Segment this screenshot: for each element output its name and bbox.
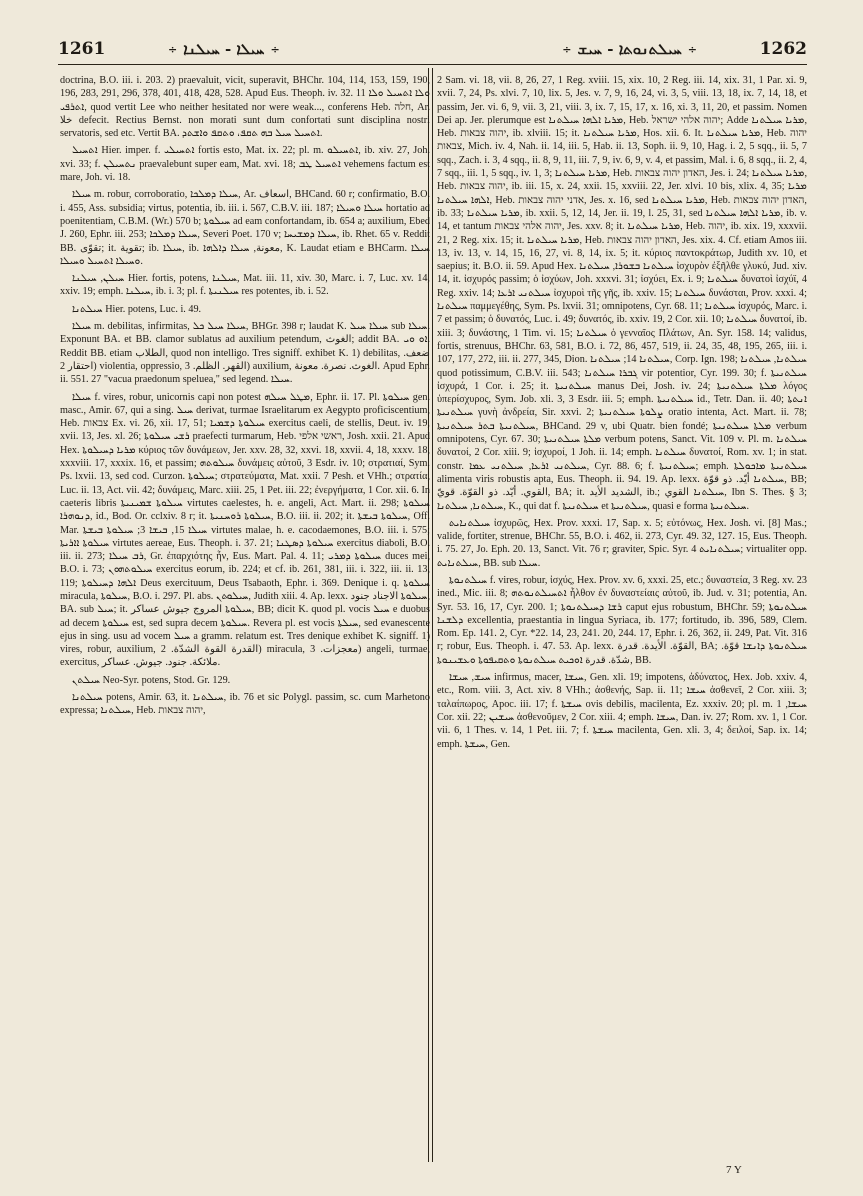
header-right-title-group xyxy=(562,40,697,58)
dictionary-entry: doctrina, B.O. iii. i. 203. 2) praevaluit, vicit, superavit, BHChr. 104, 114, 153, 159, 190, 196, 283, 291, 296, 378, 401, 418, 428, 528. Apud Eus. Theoph. iv. 32. 11 ܘܠܐ ܐܬܚܝܠ ܘܠܐ ܐܬܪܦܝ, quod vertit Lee who neither hesitated nor were weak..., conferens Heb. חלה, Ar. خلا defecit. Rectius Bernst. non morati sunt dum confortati sunt disciplina nostri servatoris, sed etc. Vertit BA. ܐܬܚܝܠ ܚܝܠ ܒܗ ܬܩܦ، ܘܬܩܦ ܘܐܫܬܕ. xyxy=(60,75,430,140)
dictionary-entry: ܚܝܠܬܢܐܝܬ ἰσχυρῶς, Hex. Prov. xxxi. 17, Sap. x. 5; εὐτόνως, Hex. Josh. vi. [8] Mas.; valide, fortiter, strenue, BHChr. 55, B.O. i. 462, ii. 273, Cyr. 49. 32, 127. 15, Eus. Theoph. i. 75. 27, Jo. Eph. 20. 13, Sanct. Vit. 76 r; graviter, Spic. Syr. ܚܝܠܬܢܐܝܬ 4; virtualiter opp. ܚܝܠܬܢܐܝܬ, BB. sub ܚܝܠܐ. xyxy=(437,517,807,569)
dictionary-entry: ܚܝܠܬܢܐ Hier. potens, Luc. i. 49. xyxy=(72,303,202,315)
ornament-icon: ÷ xyxy=(687,42,697,56)
ornament-icon: ÷ xyxy=(562,42,572,56)
header-rule xyxy=(58,64,807,65)
left-column xyxy=(60,74,430,1160)
ornament-icon: ÷ xyxy=(270,42,280,56)
dictionary-entry: 2 Sam. vi. 18, vii. 8, 26, 27, 1 Reg. xviii. 15, xix. 10, 2 Reg. iii. 14, xix. 31, 1 Par. xi. 9, xvii. 7, 24, Ps. xlvi. 7, 10, lix. 5, Jes. v. 7, 9, 16, 24, vi. 3, 5, viii. 13, 18, ix. 7, 14, 18, et passim, Jer. vi. 6, 9, vii. 3, 21, viii. 3, ix. 7, 15, 17, x. 16, xi. 3, 11, 20, et passim. Nomen Dei ap. Jer. plerumque est ܡܪܝܐ ܐܠܗܐ ܚܝܠܬܢܐ, Heb. יהוה אלהי ישראל; Adde ܡܪܝܐ ܚܝܠܬܢܐ, Heb. יהוה צבאות, ib. xlviii. 15; it. ܡܪܝܐ ܚܝܠܬܢܐ, Hos. xii. 6. It. ܡܪܝܐ ܚܝܠܬܢܐ, Heb. יהוה צבאות, Mich. iv. 4, Nah. ii. 14, iii. 5, Hab. ii. 13, Soph. ii. 9, 10, Hag. i. 2, 5 sqq., ii. 5, 7 sqq., Zach. i. 3, 4 sqq., ii. 8, 9, 11, iii. 7, 9, iv. 6, 9, v. 4, et passim, Mal. i. 6, 8 sqq., ii. 2, 4, 7 sqq., iii. 1, 5 sqq., iv. 1, 3; ܡܪܝܐ ܚܝܠܬܢܐ, Heb. האדון יהוה צבאות, Jes. i. 24; ܡܪܝܐ ܚܝܠܬܢܐ, Heb. יהוה צבאות, ib. iii. 15, x. 24, xxii. 15, xxviii. 22, Jer. xlvi. 10 bis, xlix. 4, 35; ܡܪܝܐ ܐܠܗܐ ܚܝܠܬܢܐ, Heb. אדני יהוה צבאות, Jes. x. 16, sed ܡܪܝܐ ܚܝܠܬܢܐ, Heb. האדון יהוה צבאות, ib. 33; ܡܪܝܐ ܚܝܠܬܢܐ, ib. xxii. 5, 12, 14, Jer. ii. 19, l. 25, 31, sed ܡܪܝܐ ܐܠܗܐ ܚܝܠܬܢܐ, ib. v. 14, et tantum יהוה אלהי צבאות, Jes. xxv. 8; it. ܡܪܝܐ ܚܝܠܬܢܐ, Heb. יהוה, ib. xix. 19, xxxvii. 21, 2 Reg. xix. 15; it. ܡܪܝܐ ܚܝܠܬܢܐ, Heb. האדון יהוה צבאות, Jes. xix. 4. Cf. etiam Amos iii. 13, iv. 13, v. 14, 15, 16, 27, vi. 8, 14, ix. 5; it. κύριος παντοκράτωρ, Judith xv. 10, et saepius; it. B.O. ii. 59. Apud Hex. ܚܝܠܬܢܐ ܒܫܘܪܐ, ܚܝܠܬܢܐ ἰσχυρὸν ἐξῆλθε γλυκύ, Jud. xiv. 14, it. ἰσχυρός passim; ὁ ἰσχύων, Joh. xxxvi. 31; ἰσχύει, Ex. i. 9; ܚܝܠܬܢܐ δυνατοὶ ἰσχύϊ, 4 Reg. xxiv. 14; ܚܝܠܬܢܝ ܐܪܥܐ ἰσχυροὶ τῆς γῆς, ib. xxiv. 15; ܚܝܠܬܢܐ δυνάσται, Prov. xxxi. 4; ܚܝܠܬܢܐ παμμεγέθης, Sym. Ps. lxvii. 31; omnipotens, Cyr. 68. 11; ܚܝܠܬܢܐ ἰσχυρός, Marc. i. 7 et passim; ὁ δυνατός, Luc. i. 49; δυνατός, ib. xxiv. 19, 2 Cor. xii. 10; ܚܝܠܬܢܐ δυνατοί, ib. xiii. 3; δυνάστης, 1 Tim. vi. 15; ܚܝܠܬܢܐ ὁ γενναῖος Πλάτων, An. Syr. 158. 14; validus, fortis, strenuus, BHChr. 63, 581, B.O. i. 72, 86, 457, 519, ii. 24, 35, 48, 195, 265, iii. i. 107, 177, 272, iii. ii. 277, 345, Dion. ܚܝܠܬܢܐ 14; ܚܝܠܬܢܐ, Corp. Ign. 198; ܚܝܠܬܢܐ, ܚܝܠܬܢܐ quod potissimum, C.B.V. iii. 543; ܓܒܪܐ ܚܝܠܬܢܐ vir potentior, Cyr. 199. 30; f. ܚܝܠܬܢܝܬܐ ἰσχυρά, 1 Cor. i. 25; it. ܚܝܠܬܢܝܬܐ manus Dei, Josh. iv. 24; ܡܠܬܐ ܚܝܠܬܢܝܬܐ λόγος ὑπερίσχυρος, Sym. Job. xli. 3, 3 Esdr. iii. 5; emph. ܚܝܠܬܢܝܬܐ id., Tetr. Dan. ii. 40; ܐܢܬܬܐ ܚܝܠܬܢܝܬܐ γυνὴ ἀνδρεία, Sir. xxvi. 2; ܨܠܘܬܐ ܚܝܠܬܢܝܬܐ oratio intenta, Act. Mart. ii. 78; ܚܝܠܬܢܝܬܐ ܒܬܪ ܚܝܠܬܢܝܬܐ, BHCand. 29 v, ubi Quatr. bien fondé; ܡܠܬܐ ܚܝܠܬܢܝܬܐ verbum omnipotens, Cyr. 67. 30; ܡܠܬܐ ܚܝܠܬܢܝܬܐ verbum potens, Sanct. Vit. 109 v. Pl. m. ܚܝܠܬܢܐ δυνατοί, 2 Cor. xiii. 9; ἰσχυροί, 1 Joh. ii. 14; emph. ܚܝܠܬܢܐ δυνατοί, Rom. xv. 1; in stat. constr. ܚܝܠܬܢܝ ܐܪܥܐ, ܚܝܠܬܢܝ ܥܡܐ, Cyr. 88. 6; f. ܚܝܠܬܢܝܬܐ; emph. ܚܝܠܬܢܝܬܐ ܡܐܟܘܠܬܐ alimenta viris robustis apta, Eus. Theoph. ii. 94. 19. Ap. lexx. ܚܝܠܬܢܐ أيّد. ذو قوّة, BB; القوي. أيّد. ذو القوّة. قويّ, BA; it. الشديد الأيد, ib.; ܚܝܠܬܢܐ القوي, Ibn S. Thes. § 3; ܚܝܠܬܢܐ, ܚܝܠܬܢܐ, K., qui dat f. ܚܝܠܬܢܝܬܐ et ܚܝܠܬܢܝܬܐ, quasi e forma ܚܝܠܬܢܝܬܐ. xyxy=(437,75,807,512)
dictionary-entry: ܚܝܠܐ f. vires, robur, unicornis capi non potest ܡܛܠ ܚܝܠܗ, Ephr. ii. 17. Pl. ܚܝܠܘܬܐ gen. masc., Amir. 67, qui a sing. ܚܝܠ derivat, turmae Israelitarum ex Aegypto proficiscentium, Heb. צבאות Ex. vi. 26, xii. 17, 51; ܚܝܠܘܬܐ ܕܫܡܝܐ exercitus caeli, de stellis, Deut. iv. 19, xvii. 13, Jes. xl. 26; ܪܫܝ ܚܝܠܘܬܐ praefecti turmarum, Heb. ראשי אלפי, Josh. xxii. 21. Apud Hex. ܡܪܝܐ ܕܚܝܠܘܬܐ κύριος τῶν δυνάμεων, Jer. xxv. 28, 32, xxvi. 18, xxvii. 4, 18, xxxv. 18, xxxviii. 17, xxxix. 16, et passim; ܚܝܠܘܬܗ δυνάμεις αὐτοῦ, 3 Esdr. iv. 10; στρατιαί, Sym. Ps. lxvii. 13, sed cod. Curzon. ܚܝܠܘܬܐ; στρατεύματα, Mat. xxii. 7 Pesh. et VHh.; στρατία, Luc. ii. 13, Act. vii. 42; δυνάμεις, Marc. xiii. 25, 1 Pet. iii. 22; ἐνεργήματα, 1 Cor. xii. 6. In caeteris libris ܚܝܠܘܬܐ ܫܡܝܢܝܬܐ virtutes caelestes, h. e. angeli, Act. Mart. ii. 298; ܚܝܠܘܬܐ ܕܢܘܗܪܐ, id., Bod. Or. cclxiv. 8 r; it. ܚܝܠܘܬܐ ܪܘܚܢܝܬܐ, B.O. iii. ii. 202; it. ܚܝܠܘܬܐ ܒܝܫܬܐ, Off. Mar. ܚܝܠܐ 15, ܒܝܫܐ 3; ܚܝܠܘܬܐ ܒܝܫܬܐ virtutes malae, h. e. cacodaemones, B.O. iii. i. 575; ܚܝܠܘܬܐ ܐܐܪܝܬܐ virtutes aereae, Eus. Theoph. i. 37. 21; ܚܝܠܘܬܐ ܕܣܛܢܐ exercitus diaboli, B.O. iii. ii. 273; ܪܒ ܚܝܠܐ, Gr. ἐπαρχιότης ἦν, Eus. Mart. Pal. 4. 11; ܚܝܠܘܬܐ ܕܡܪܝ duces mei, B.O. i. 73; ܚܝܠܘܬܗܘܢ exercitus eorum, ib. 224; et cf. ib. 261, 381, iii. i. 322, iii. ii. 13, 119; ܐܠܗܐ ܕܚܝܠܘܬܐ Deus exercituum, Deus Tsabaoth, Ephr. i. 369. Denique i. q. ܚܝܠܘܬܐ miracula, ܚܝܠܘܬܐ, B.O. i. 297. Pl. abs. ܚܝܠܘܬܢ, Judith xiii. 4. Ap. lexx. ܚܝܠܘܬܐ الاجناد جنود, BA. sub ܚܝܠ; it. ܚܝܠܘܬܐ المروج جيوش عساكر, BB; dicit K. quod pl. vocis ܚܝܠ e duobus ad decem ܚܝܠܘܬܐ est, sed supra decem ܚܝܠܘܬܐ. Revera pl. est vocis ܚܝܠܬܐ, sed evanescente ejus in sing. usu ad vocem ܚܝܠ a gramm. relatum est. Tres denique exhibet K. signiff. 1) vires, robur, auxilium, القدرة القوة الشدّة. 2) miracula, معجزات. 3) angeli, turmae, exercitus, ملائكة. جنود. جيوش. عساكر. xyxy=(60,391,430,669)
header-right xyxy=(760,39,807,59)
header-left xyxy=(58,39,105,59)
dictionary-entry: ܚܝܠܬܢ Neo-Syr. potens, Stod. Gr. 129. xyxy=(72,674,231,686)
dictionary-entry: ܐܬܚܝܠ Hier. imper. f. ܐܬܚܝܠܝ fortis esto, Mat. ix. 22; pl. m. ܐܬܚܝܠܘ, ib. xiv. 27, Joh. xvi. 33; f. ܢܬܚܝܠܢ praevalebunt super eam, Mat. xvi. 18; ܐܬܚܝܠ ܛܒ vehemens factum est mare, Joh. vi. 18. xyxy=(60,145,430,184)
left-running-title: ܚܝܠܐ - ܚܝܠܢܐ xyxy=(183,40,265,58)
right-column xyxy=(437,74,807,1160)
dictionary-entry: ܚܝܠܬܢܐ potens, Amir. 63, it. ܚܝܠܬܢܐ, ib. 76 et sic Polygl. passim, sc. cum Marhetono expressa; ܚܝܠܬܢܐ, Heb. יהוה צבאות, xyxy=(60,692,430,717)
dictionary-entry: ܚܝܠܢ, ܚܝܠܢܐ Hier. fortis, potens, ܚܝܠܢܐ, Mat. iii. 11, xiv. 30, Marc. i. 7, Luc. xv. 14, xxiv. 19; emph. ܚܝܠܢܐ, ib. i. 3; pl. f. ܚܝܠܢܝܬܐ res potentes, ib. i. 52. xyxy=(60,273,430,298)
page-header xyxy=(58,36,807,62)
dictionary-entry: ܚܝܠܐ m. debilitas, infirmitas, ܚܝܠܐ ܚܝܠ ܟܠ, BHGr. 398 r; laudat K. ܚܝܠܐ ܚܝܠ sub ܚܝܠܐ. Exponunt BA. et BB. clamor sublatus ad auxilium petendum, الغوث; addit BA. ܐܘ ܘܝ. Reddit BB. etiam الطلاب, quod non intelligo. Tres signiff. exhibet K. 1) debilitas, ضعف. احتقار 2) violentia, oppressio, القهر. الظلم. 3) auxilium, الغوث. نصرة. معونة. Apud Ephr. ii. 551. 27 "vacua praedonum speluea," sed legend. ܚܝܠܐ. xyxy=(60,321,430,386)
dictionary-entry: ܚܝܫ, ܚܝܫܐ infirmus, macer, ܚܝܫܐ, Gen. xli. 19; impotens, ἀδύνατος, Hex. Job. xxiv. 4, etc., Rom. viii. 3, Act. xiv. 8 VHh.; ἀσθενής, Sap. ii. 11; ܚܝܫܐ ἀσθενεῖ, 2 Cor. xiii. 3; ταλαίπωρος, Apoc. iii. 17; f. ܚܝܫܬܐ ovis debilis, macilenta, Ez. xxxiv. 20; pl. m. ܚܝܫܐ, 1 Cor. xii. 22; ܚܝܫܝܢ ἀσθενοῦμεν, 2 Cor. xiii. 4; emph. ܚܝܫܐ, Dan. iv. 27; Rom. xv. 1, 1 Cor. vii. 6, 1 Thes. v. 14, 1 Pet. iii. 7; f. ܚܝܫܬܐ macilenta, Gen. xli. 3, 4; δειλοί, Sap. ix. 14; emph. ܚܝܫܬܐ, Gen. xyxy=(437,672,807,750)
signature-mark: 7 Y xyxy=(726,1164,742,1176)
dictionary-entry: ܚܝܠܬܢܘܬܐ f. vires, robur, ἰσχύς, Hex. Prov. xv. 6, xxxi. 25, etc.; δυναστεία, 3 Reg. xv. 23 ined., Mic. iii. 8; ܐܬܚܝܠܬܢܘܬܗ ἦλθον ἐν δυναστείαις αὐτοῦ, ib. Jud. v. 31; potentia, An. Syr. 53. 16, 17, Cyr. 200. 1; ܪܫܐ ܕܚܝܠܬܢܘܬܐ caput ejus robustum, BHChr. 59; ܚܝܠܬܢܘܬܐ ܕܠܫܢܐ excellentia, praestantia in lingua Syriaca, ib. 177; fortitudo, ib. 396, 589, Clem. Rom. Ep. 141. 2, Cyr. *22. 14, 23, 241. 20, 244. 17, Ephr. i. 26, 362, ii. 249, Pat. Vit. 316 r; robur, Eus. Theoph. i. 47. 53. Ap. lexx. القوّة. الأيدة. قدرة, BA; ܚܝܠܬܢܘܬܐ ܕܐܢܫܐ قوّة. شدّة. قدرة ܐܘܟܝܬ ܚܝܠܬܢܘܬܐ ܘܬܩܝܦܘܬܐ ܘܥܫܝܢܘܬܐ, BB. xyxy=(437,574,807,666)
right-page-number: 1262 xyxy=(759,39,807,59)
dictionary-entry: ܚܝܠܐ m. robur, corroboratio, ܚܝܠܐ ܕܡܠܟܐ, Ar. اسعاف, BHCand. 60 r; confirmatio, B.O. i. 455, Ass. subsidia; virtus, potentia, ib. iii. i. 567, C.B.V. iii. 187; ܚܝܠܐ ܘܚܝܠܐ hortatio ad poenitentiam, C.B.M. (Wr.) 570 b; ܚܝܠܘܬܐ ad eam confortandam, ib. 654 a; auxilium, Ebed J. 260, Ephr. iii. 253; ܚܝܠܐ ܕܡܠܟܐ, Severi Poet. 170 v; ܚܝܠܐ ܕܡܫܝܚܐ, ib. Rhet. 65 v. Reddit BB. تقوّى; it. تقوية; ib. ܚܝܠܐ, ib. معونة, ܚܝܠܐ ܕܐܠܗܐ, K. Laudat etiam e BHCarm. ܚܝܠܐ ܘܚܝܠܐ ܐܬܚܝܠ ܘܚܝܠܐ. xyxy=(60,189,430,267)
ornament-icon: ÷ xyxy=(168,42,178,56)
left-page-number: 1261 xyxy=(58,39,106,59)
right-running-title: ܚܝܠܬܢܘܬܐ - ܚܝܫ xyxy=(577,40,682,58)
header-left-title-group xyxy=(168,40,280,58)
